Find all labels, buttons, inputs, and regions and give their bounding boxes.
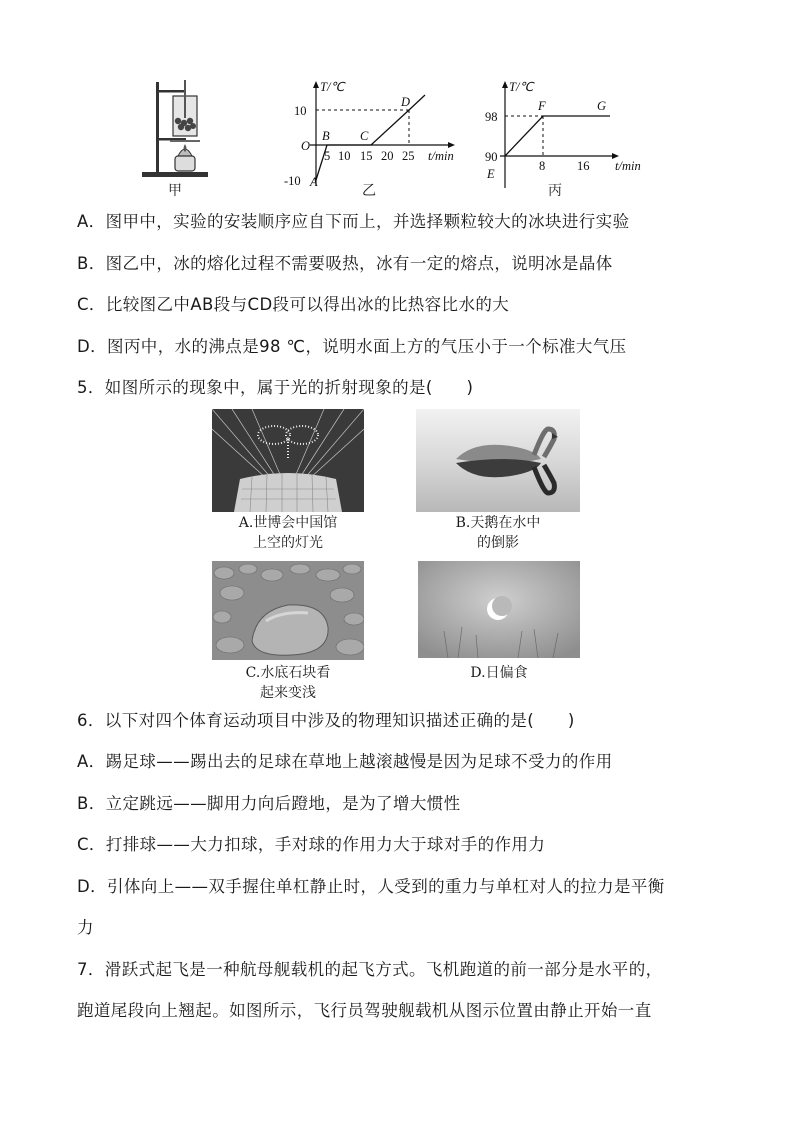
caption-d-line1: D.日偏食 [470, 665, 528, 681]
bing-xtick-16: 16 [577, 159, 590, 173]
yi-origin: O [301, 139, 311, 153]
q4-option-c: C．比较图乙中AB段与CD段可以得出冰的比热容比水的大 [77, 295, 510, 314]
yi-xtick-5: 5 [324, 149, 331, 163]
bing-xtick-8: 8 [539, 159, 546, 173]
q4-option-b: B．图乙中，冰的熔化过程不需要吸热，冰有一定的熔点，说明冰是晶体 [77, 254, 613, 273]
yi-ytick-neg10: -10 [284, 174, 301, 188]
yi-xtick-15: 15 [360, 149, 373, 163]
yi-xtick-25: 25 [402, 149, 415, 163]
figure-jia-caption: 甲 [168, 183, 182, 199]
yi-ytick-10: 10 [294, 104, 307, 118]
bing-point-f: F [538, 99, 546, 113]
photo-partial-eclipse [418, 561, 580, 658]
q7-line2: 跑道尾段向上翘起。如图所示，飞行员驾驶舰载机从图示位置由静止开始一直 [77, 1001, 652, 1020]
q5-stem: 5．如图所示的现象中，属于光的折射现象的是( ) [77, 378, 474, 397]
q4-option-d: D．图丙中，水的沸点是98 ℃，说明水面上方的气压小于一个标准大气压 [77, 337, 627, 356]
photo-china-pavilion [212, 409, 364, 512]
q6-option-c: C．打排球——大力扣球，手对球的作用力大于球对手的作用力 [77, 835, 546, 854]
apparatus-drawing [140, 78, 210, 178]
photo-stones-underwater [212, 561, 364, 660]
bing-y-label: T/℃ [509, 80, 534, 94]
yi-x-label: t/min [428, 149, 454, 163]
photo-swan-reflection [416, 409, 580, 512]
caption-a-line1: A.世博会中国馆 [238, 515, 338, 531]
q4-option-a: A．图甲中，实验的安装顺序应自下而上，并选择颗粒较大的冰块进行实验 [77, 212, 630, 231]
caption-c-line2: 起来变浅 [260, 685, 316, 701]
yi-point-d: D [401, 95, 411, 109]
yi-point-b: B [322, 129, 330, 143]
q6-option-a: A．踢足球——踢出去的足球在草地上越滚越慢是因为足球不受力的作用 [77, 752, 613, 771]
bing-ytick-90: 90 [485, 150, 498, 164]
q6-option-d-cont: 力 [77, 918, 94, 937]
yi-xtick-10: 10 [338, 149, 351, 163]
yi-point-c: C [360, 129, 369, 143]
figure-jia [140, 78, 210, 203]
bing-x-label: t/min [615, 159, 641, 173]
caption-b-line2: 的倒影 [477, 535, 519, 551]
q6-option-b: B．立定跳远——脚用力向后蹬地，是为了增大惯性 [77, 794, 461, 813]
caption-c-line1: C.水底石块看 [245, 665, 331, 681]
boiling-curve [505, 116, 610, 156]
q6-option-d: D．引体向上——双手握住单杠静止时，人受到的重力与单杠对人的拉力是平衡 [77, 877, 665, 896]
q6-stem: 6．以下对四个体育运动项目中涉及的物理知识描述正确的是( ) [77, 711, 575, 730]
figure-yi-caption: 乙 [362, 183, 376, 199]
q7-line1: 7．滑跃式起飞是一种航母舰载机的起飞方式。飞机跑道的前一部分是水平的， [77, 960, 663, 979]
bing-point-g: G [597, 99, 607, 113]
caption-a-line2: 上空的灯光 [253, 535, 323, 551]
yi-point-a: A [310, 175, 318, 189]
figure-yi [280, 78, 460, 203]
yi-y-label: T/℃ [320, 80, 345, 94]
figure-bing [480, 78, 650, 203]
boiling-graph [480, 78, 650, 190]
yi-xtick-20: 20 [381, 149, 394, 163]
figure-bing-caption: 丙 [548, 183, 562, 199]
melting-graph [280, 78, 460, 190]
bing-ytick-98: 98 [485, 110, 498, 124]
caption-b-line1: B.天鹅在水中 [455, 515, 541, 531]
bing-point-e: E [487, 167, 495, 181]
